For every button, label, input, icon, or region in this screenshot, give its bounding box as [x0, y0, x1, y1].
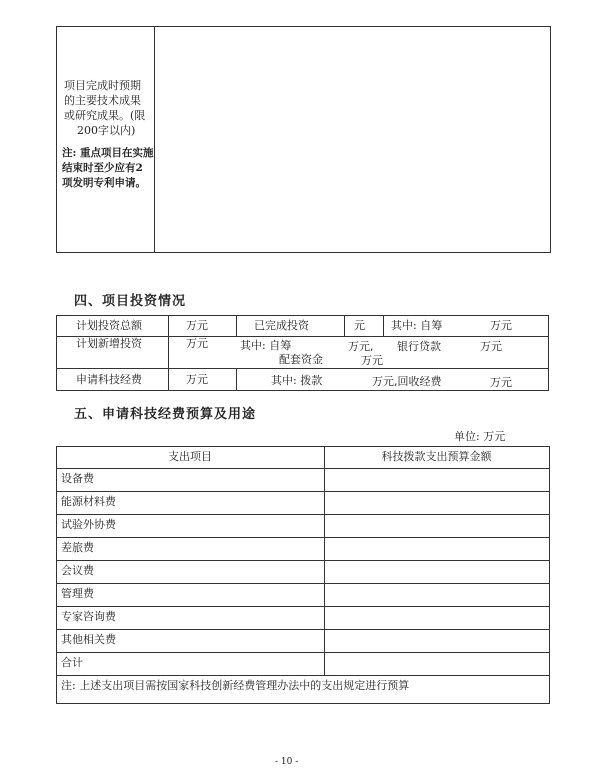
unit-note: 单位: 万元: [454, 430, 506, 443]
row1-unit1: 万元: [186, 319, 208, 332]
achievement-note-1: 注: 重点项目在实施: [62, 147, 154, 159]
row1-label2: 已完成投资: [254, 319, 309, 332]
budget-row-label: 专家咨询费: [61, 610, 116, 623]
row-border: [56, 537, 549, 538]
column-header-amount: 科技拨款支出预算金额: [381, 450, 492, 463]
row-border: [56, 514, 549, 515]
row-border: [56, 675, 549, 676]
row2-unit1: 万元: [186, 337, 208, 350]
row-border: [56, 629, 549, 630]
budget-row-label: 设备费: [61, 472, 94, 485]
row3-part1: 其中: 拨款: [271, 374, 323, 387]
achievement-label-4: 200字以内): [77, 124, 136, 137]
page-number: - 10 -: [275, 757, 299, 767]
section5-heading: 五、申请科技经费预算及用途: [74, 407, 257, 422]
achievement-label-1: 项目完成时预期: [64, 79, 141, 92]
row1-label: 计划投资总额: [76, 319, 142, 332]
achievement-label-2: 的主要技术成果: [64, 94, 141, 107]
row1-label3: 其中: 自筹: [391, 319, 443, 332]
table-bottom-border: [56, 703, 549, 704]
achievement-note-2: 结束时至少应有2: [62, 162, 143, 174]
table-top-border: [56, 446, 549, 447]
row3-label: 申请科技经费: [76, 373, 142, 386]
budget-row-label: 试验外协费: [61, 518, 116, 531]
row2-unit3: 万元: [480, 340, 502, 353]
table-right-border: [549, 446, 550, 704]
row2-part2: 银行贷款: [397, 340, 441, 353]
column-header-item: 支出项目: [168, 450, 212, 463]
row1-unit2: 元: [354, 319, 365, 332]
row2-unit4: 万元: [361, 354, 383, 367]
row-border: [56, 583, 549, 584]
budget-row-label: 管理费: [61, 587, 94, 600]
row3-unit1: 万元: [186, 373, 208, 386]
section4-heading: 四、项目投资情况: [74, 294, 187, 309]
achievement-label-3: 或研究成果。(限: [64, 109, 146, 122]
row2-label: 计划新增投资: [76, 337, 142, 350]
row2-part1: 其中: 自筹: [240, 339, 292, 352]
budget-note: 注: 上述支出项目需按国家科技创新经费管理办法中的支出规定进行预算: [61, 679, 410, 692]
table-left-border: [56, 446, 57, 704]
budget-row-label: 合计: [61, 656, 83, 669]
header-bottom-border: [56, 468, 549, 469]
row-border: [56, 560, 549, 561]
achievement-note-3: 项发明专利申请。: [62, 177, 146, 189]
budget-row-label: 会议费: [61, 564, 94, 577]
row3-unit2: 万元,回收经费: [372, 375, 442, 388]
row3-unit3: 万元: [490, 376, 512, 389]
row-border: [56, 606, 549, 607]
row2-part3: 配套资金: [279, 353, 323, 366]
budget-row-label: 差旅费: [61, 541, 94, 554]
budget-row-label: 其他相关费: [61, 633, 116, 646]
row2-unit2: 万元,: [348, 340, 374, 353]
row-border: [56, 652, 549, 653]
row-border: [56, 491, 549, 492]
budget-row-label: 能源材料费: [61, 495, 116, 508]
column-divider: [324, 446, 325, 675]
row1-unit3: 万元: [490, 319, 512, 332]
